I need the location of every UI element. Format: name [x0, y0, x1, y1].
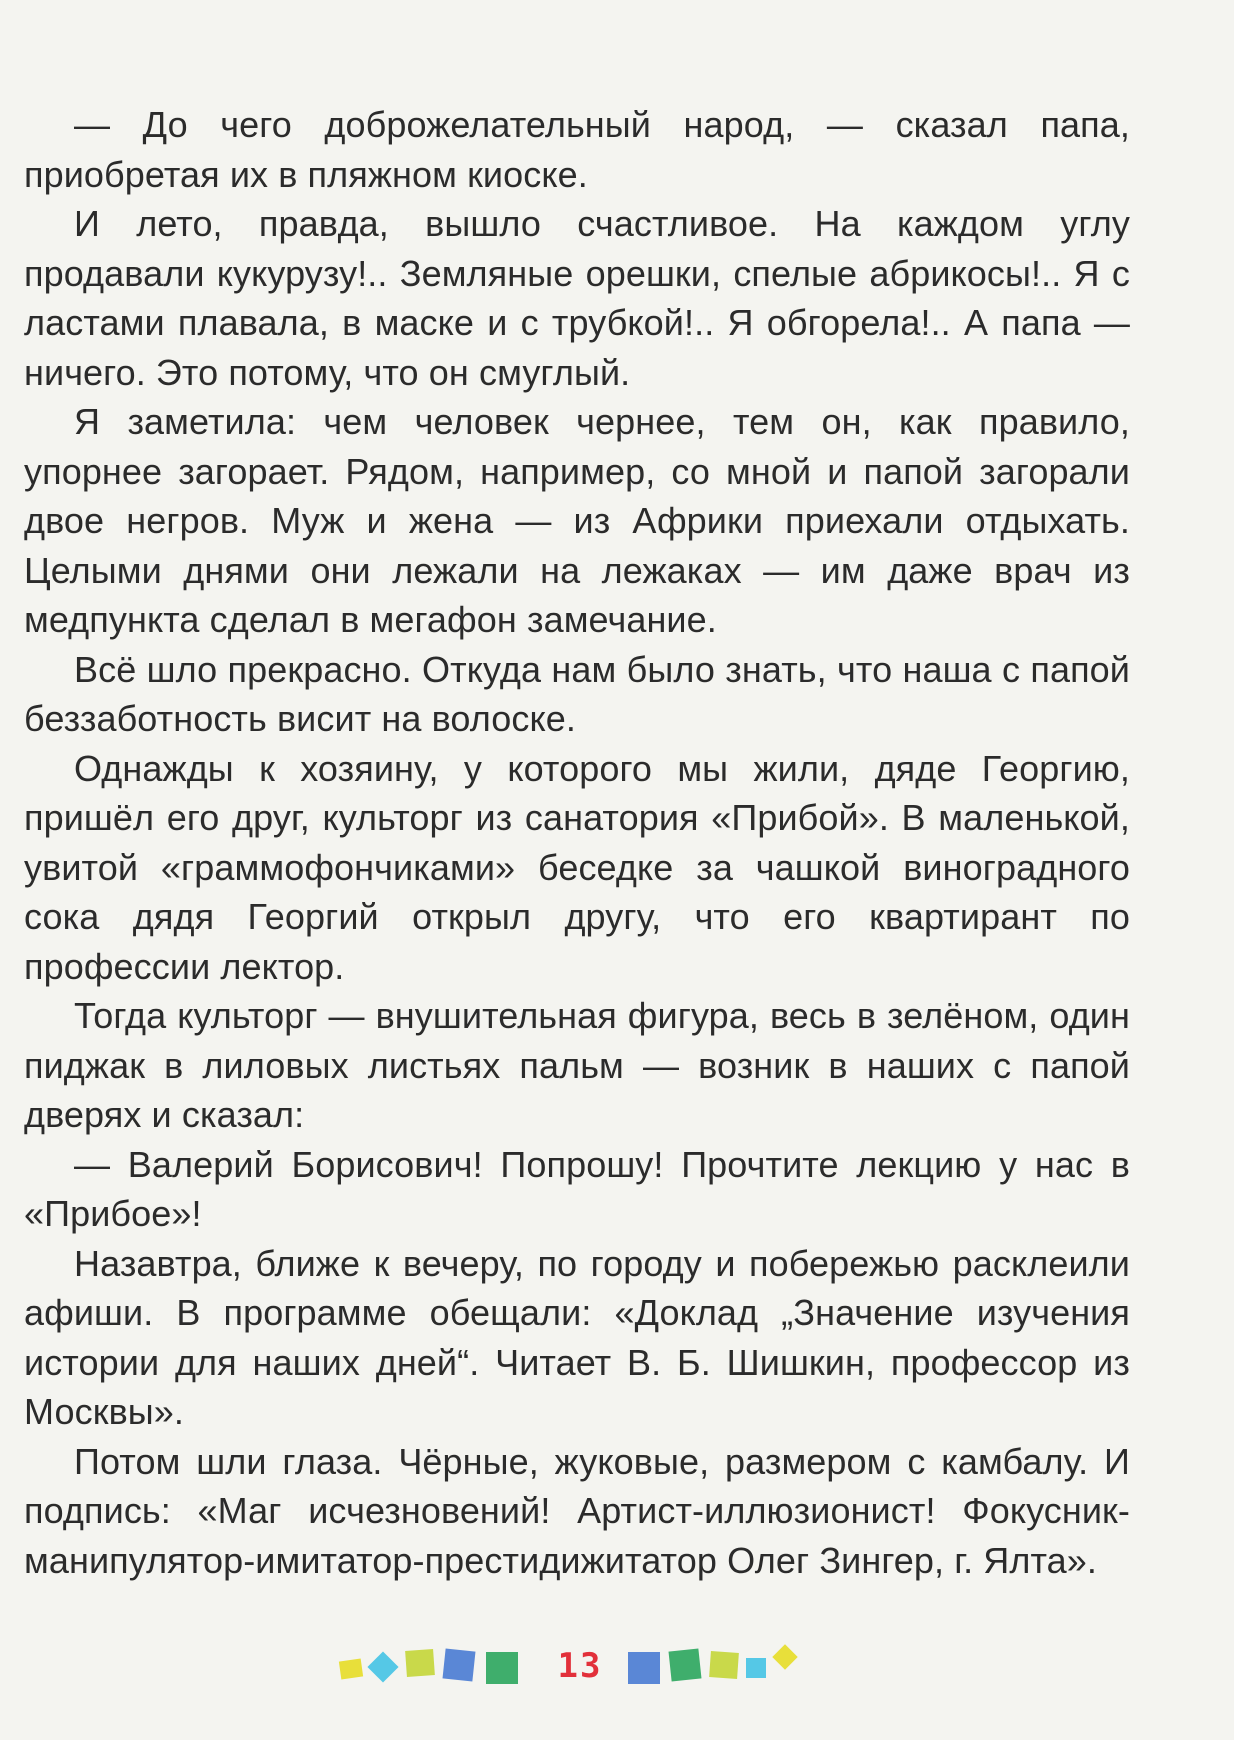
decor-square [486, 1652, 518, 1684]
body-text [24, 100, 1130, 1585]
decor-square [628, 1652, 660, 1684]
paragraph-7: — Валерий Борисович! Попрошу! Прочтите лекцию у нас в «Прибое»! [24, 1143, 1130, 1234]
decor-square [405, 1649, 435, 1677]
paragraph-4: Всё шло прекрасно. Откуда нам было знать, что наша с папой беззаботность висит на волоске. [24, 648, 1130, 739]
paragraph-2: И лето, правда, вышло счастливое. На каждом углу продавали кукурузу!.. Земляные орешки, спелые абрикосы!.. Я с ластами плавала, в маске и с трубкой!.. Я обгорела!.. А папа — ничего. Это потому, что он смуглый. [24, 203, 1130, 393]
page-number: 13 [557, 1646, 603, 1686]
decor-square [709, 1651, 739, 1679]
paragraph-3: Я заметила: чем человек чернее, тем он, как правило, упорнее загорает. Рядом, например, со мной и папой загорали двое негров. Муж и жена — из Африки приехали отдыхать. Целыми днями они лежали на лежаках — им даже врач из медпункта сделал в мегафон замечание. [24, 401, 1130, 640]
decor-square [339, 1659, 363, 1680]
page-footer [0, 1638, 1234, 1698]
decor-square [367, 1651, 398, 1682]
paragraph-1: — До чего доброжелательный народ, — сказал папа, приобретая их в пляжном киоске. [24, 104, 1130, 195]
paragraph-8: Назавтра, ближе к вечеру, по городу и побережью расклеили афиши. В программе обещали: «Доклад „Значение изучения истории для наших дней“. Читает В. Б. Шишкин, профессор из Москвы». [24, 1242, 1130, 1432]
decor-square [772, 1644, 797, 1669]
decor-square [669, 1649, 702, 1682]
paragraph-5: Однажды к хозяину, у которого мы жили, дяде Георгию, пришёл его друг, культорг из санатория «Прибой». В маленькой, увитой «граммофончиками» беседке за чашкой виноградного сока дядя Георгий открыл другу, что его квартирант по профессии лектор. [24, 747, 1130, 987]
decor-square [443, 1649, 476, 1682]
decor-square [746, 1658, 766, 1678]
paragraph-6: Тогда культорг — внушительная фигура, весь в зелёном, один пиджак в лиловых листьях пальм — возник в наших с папой дверях и сказал: [24, 995, 1130, 1135]
paragraph-9: Потом шли глаза. Чёрные, жуковые, размером с камбалу. И подпись: «Маг исчезновений! Артист-иллюзионист! Фокусник-манипулятор-имитатор-престидижитатор Олег Зингер, г. Ялта». [24, 1440, 1130, 1581]
